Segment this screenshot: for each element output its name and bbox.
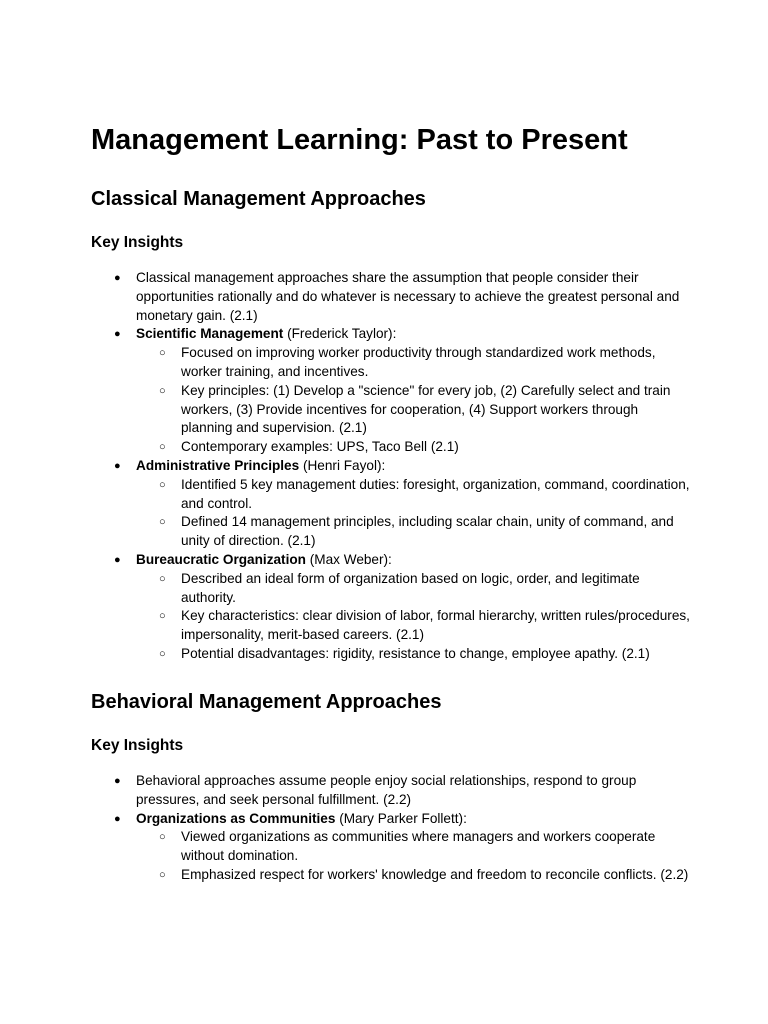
sub-list-item (136, 344, 691, 382)
section-heading-classical: Classical Management Approaches (91, 188, 426, 210)
list-item-text (136, 810, 691, 829)
key-term: Organizations as Communities (136, 810, 336, 826)
hollow-bullet-icon: ○ (159, 572, 166, 585)
hollow-bullet-icon: ○ (159, 868, 166, 881)
sub-bullet-list (136, 476, 691, 551)
sub-list-item-text: Identified 5 key management duties: foresight, organization, command, coordination, and control. (181, 476, 690, 511)
sub-list-item (136, 513, 691, 551)
sub-list-item-text: Viewed organizations as communities where managers and workers cooperate without domination. (181, 829, 656, 864)
sub-list-item-text: Contemporary examples: UPS, Taco Bell (2.1) (181, 439, 459, 455)
list-item-text (136, 325, 691, 344)
bullet-list (91, 772, 691, 885)
bullet-icon: ● (114, 775, 121, 787)
hollow-bullet-icon: ○ (159, 384, 166, 397)
bullet-icon: ● (114, 553, 121, 566)
list-item-text: Behavioral approaches assume people enjoy social relationships, respond to group pressures, and seek personal fulfillment. (2.2) (136, 773, 637, 807)
term-attribution: (Frederick Taylor): (283, 326, 397, 342)
bullet-icon: ● (114, 459, 121, 472)
key-insights-heading: Key Insights (91, 737, 184, 754)
list-item (91, 269, 691, 325)
sub-list-item (136, 438, 691, 457)
bullet-icon: ● (114, 328, 121, 341)
list-item (91, 810, 691, 885)
list-item (91, 772, 691, 810)
bullet-icon: ● (114, 272, 121, 284)
sub-list-item-text: Key principles: (1) Develop a "science" for every job, (2) Carefully select and train workers, (3) Provide incentives for cooperation, (4) Support workers through planning and supervision. (2.1) (181, 382, 671, 436)
list-item (91, 551, 691, 664)
list-item-text: Classical management approaches share the assumption that people consider their opportunities rationally and do whatever is necessary to achieve the greatest personal and monetary gain. (2.1) (136, 270, 680, 323)
list-item-text (136, 457, 691, 476)
sub-list-item-text: Key characteristics: clear division of labor, formal hierarchy, written rules/procedures, impersonality, merit-based careers. (2.1) (181, 608, 690, 643)
term-attribution: (Max Weber): (305, 551, 392, 567)
list-item-text (136, 551, 691, 570)
bullet-list (91, 269, 691, 664)
hollow-bullet-icon: ○ (159, 610, 166, 623)
key-term: Bureaucratic Organization (136, 551, 306, 567)
page-title: Management Learning: Past to Present (91, 124, 628, 156)
sub-list-item-text: Defined 14 management principles, including scalar chain, unity of command, and unity of direction. (2.1) (181, 514, 674, 549)
hollow-bullet-icon: ○ (159, 647, 166, 660)
sub-list-item (136, 607, 691, 645)
sub-list-item-text: Described an ideal form of organization based on logic, order, and legitimate authority. (181, 570, 640, 605)
section-heading-behavioral: Behavioral Management Approaches (91, 691, 442, 713)
sub-list-item (136, 570, 691, 608)
sub-list-item (136, 645, 691, 664)
sub-list-item (136, 476, 691, 514)
sub-list-item-text: Potential disadvantages: rigidity, resistance to change, employee apathy. (2.1) (181, 645, 650, 661)
term-attribution: (Mary Parker Follett): (335, 810, 467, 826)
key-term: Scientific Management (136, 326, 284, 342)
list-item (91, 325, 691, 457)
sub-list-item-text: Emphasized respect for workers' knowledge and freedom to reconcile conflicts. (2.2) (181, 866, 689, 882)
hollow-bullet-icon: ○ (159, 347, 166, 360)
key-term: Administrative Principles (136, 457, 300, 473)
sub-list-item (136, 382, 691, 438)
list-item (91, 457, 691, 551)
hollow-bullet-icon: ○ (159, 441, 166, 454)
hollow-bullet-icon: ○ (159, 831, 166, 844)
sub-bullet-list (136, 344, 691, 457)
sub-list-item (136, 866, 691, 885)
bullet-icon: ● (114, 812, 121, 825)
sub-bullet-list (136, 570, 691, 664)
sub-list-item (136, 828, 691, 866)
hollow-bullet-icon: ○ (159, 516, 166, 529)
hollow-bullet-icon: ○ (159, 478, 166, 491)
sub-bullet-list (136, 828, 691, 884)
term-attribution: (Henri Fayol): (299, 457, 386, 473)
sub-list-item-text: Focused on improving worker productivity through standardized work methods, worker training, and incentives. (181, 345, 656, 379)
key-insights-heading: Key Insights (91, 234, 184, 251)
